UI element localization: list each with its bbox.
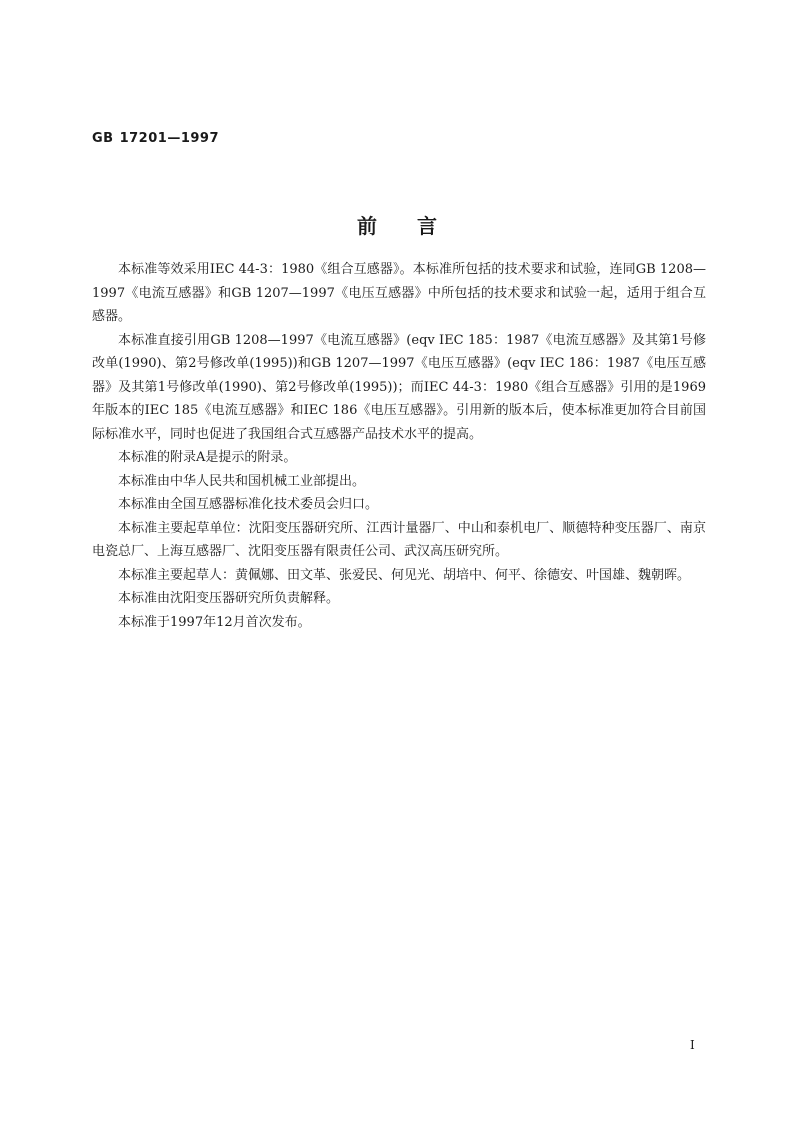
paragraph-adoption: 本标准等效采用IEC 44-3：1980《组合互感器》。本标准所包括的技术要求和试验，连同GB 1208—1997《电流互感器》和GB 1207—1997《电压互感器》中所包括的技术要求和试验一起，适用于组合互感器。 xyxy=(92,262,706,324)
paragraph-committee: 本标准由全国互感器标准化技术委员会归口。 xyxy=(118,497,379,512)
paragraph-release: 本标准于1997年12月首次发布。 xyxy=(118,614,311,630)
paragraph-proposer: 本标准由中华人民共和国机械工业部提出。 xyxy=(118,473,366,489)
paragraph-drafting-units: 本标准主要起草单位：沈阳变压器研究所、江西计量器厂、中山和泰机电厂、顺德特种变压器厂、南京电瓷总厂、上海互感器厂、沈阳变压器有限责任公司、武汉高压研究所。 xyxy=(92,520,706,559)
page-number: I xyxy=(690,1038,695,1052)
preface-body xyxy=(92,258,706,634)
paragraph-appendix: 本标准的附录A是提示的附录。 xyxy=(118,450,297,465)
standard-number-header xyxy=(92,131,219,146)
paragraph-drafters: 本标准主要起草人：黄佩娜、田文革、张爱民、何见光、胡培中、何平、徐德安、叶国雄、魏朝晖。 xyxy=(118,567,691,583)
standard-prefix: GB xyxy=(92,131,114,146)
preface-title: 前 言 xyxy=(357,214,437,238)
paragraph-interpretation: 本标准由沈阳变压器研究所负责解释。 xyxy=(118,591,340,606)
paragraph-references: 本标准直接引用GB 1208—1997《电流互感器》(eqv IEC 185：1987《电流互感器》及其第1号修改单(1990)、第2号修改单(1995))和GB 1207—1997《电压互感器》(eqv IEC 186：1987《电压互感器》及其第1号修改单(1990)、第2号修改单(1995))；而IEC 44-3：1980《组合互感器》引用的是1969年版本的IEC 185《电流互感器》和IEC 186《电压互感器》。引用新的版本后，使本标准更加符合目前国际标准水平，同时也促进了我国组合式互感器产品技术水平的提高。 xyxy=(92,332,706,442)
standard-code: 17201—1997 xyxy=(119,131,220,146)
